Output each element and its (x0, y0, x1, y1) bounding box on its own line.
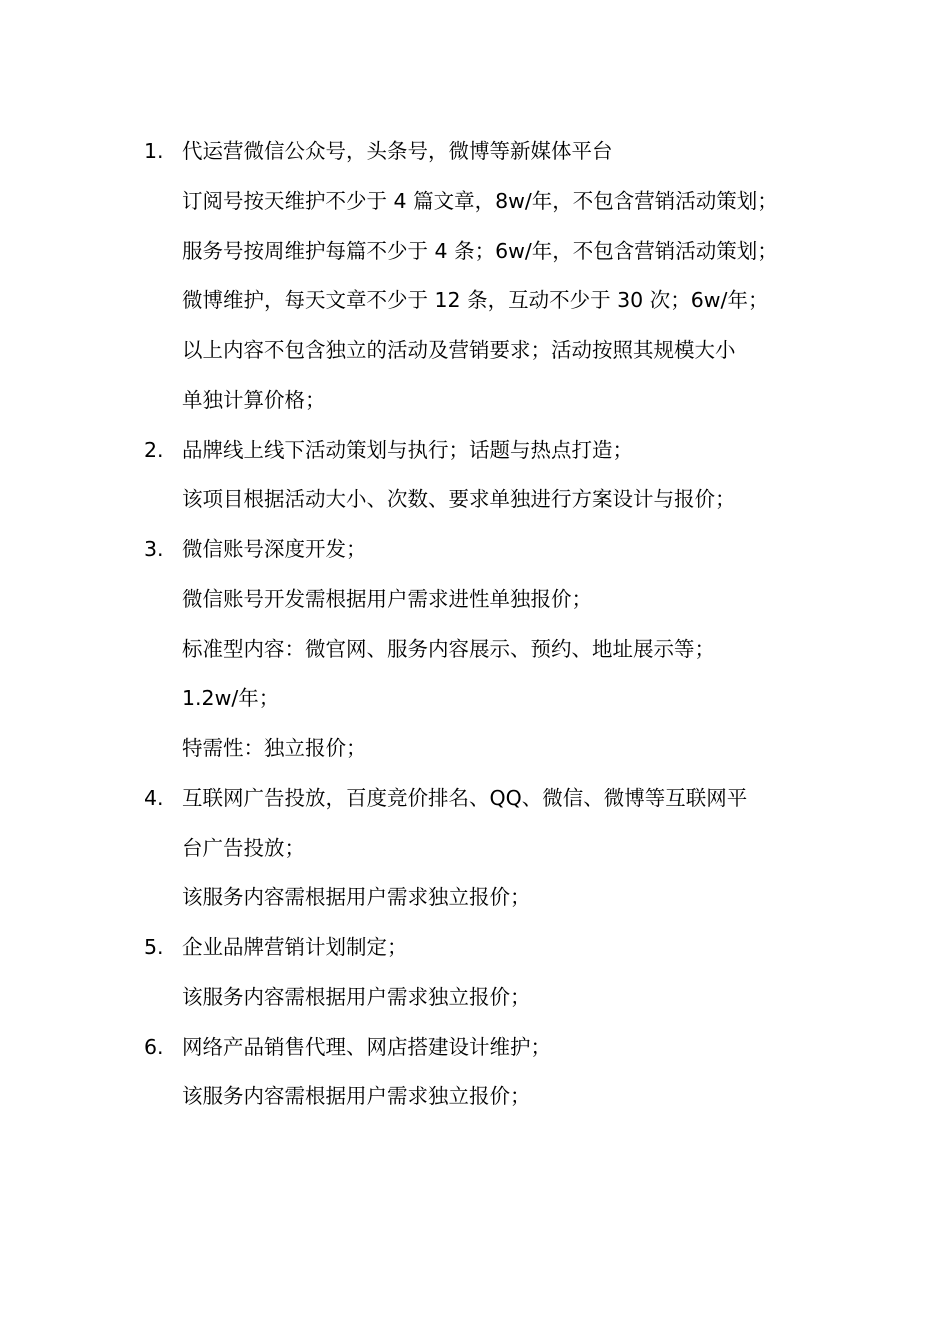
item-6-number: 6. (144, 1035, 164, 1059)
item-1-number: 1. (144, 139, 164, 163)
item-3-line-3: 1.2w/年； (182, 686, 280, 710)
item-1-line-4: 以上内容不包含独立的活动及营销要求；活动按照其规模大小 (182, 338, 736, 362)
item-1-title: 代运营微信公众号，头条号，微博等新媒体平台 (182, 139, 613, 163)
item-6-line-1: 该服务内容需根据用户需求独立报价； (182, 1084, 531, 1108)
item-2-title: 品牌线上线下活动策划与执行；话题与热点打造； (182, 438, 633, 462)
item-5-line-1: 该服务内容需根据用户需求独立报价； (182, 985, 531, 1009)
item-3-line-1: 微信账号开发需根据用户需求进性单独报价； (182, 587, 592, 611)
item-1-line-5: 单独计算价格； (182, 388, 326, 412)
item-6-title: 网络产品销售代理、网店搭建设计维护； (182, 1035, 551, 1059)
item-1-line-3: 微博维护，每天文章不少于 12 条，互动不少于 30 次；6w/年； (182, 288, 769, 312)
item-3-line-4: 特需性：独立报价； (182, 736, 367, 760)
item-4-title: 互联网广告投放，百度竞价排名、QQ、微信、微博等互联网平 (182, 786, 748, 810)
item-3-title: 微信账号深度开发； (182, 537, 367, 561)
item-1-line-1: 订阅号按天维护不少于 4 篇文章，8w/年，不包含营销活动策划； (182, 189, 778, 213)
item-4-line-2: 该服务内容需根据用户需求独立报价； (182, 885, 531, 909)
item-1-line-2: 服务号按周维护每篇不少于 4 条；6w/年，不包含营销活动策划； (182, 239, 778, 263)
item-4-number: 4. (144, 786, 164, 810)
item-5-title: 企业品牌营销计划制定； (182, 935, 408, 959)
item-5-number: 5. (144, 935, 164, 959)
item-3-line-2: 标准型内容：微官网、服务内容展示、预约、地址展示等； (182, 637, 715, 661)
item-2-number: 2. (144, 438, 164, 462)
item-3-number: 3. (144, 537, 164, 561)
item-2-line-1: 该项目根据活动大小、次数、要求单独进行方案设计与报价； (182, 487, 736, 511)
item-4-line-1: 台广告投放； (182, 836, 305, 860)
